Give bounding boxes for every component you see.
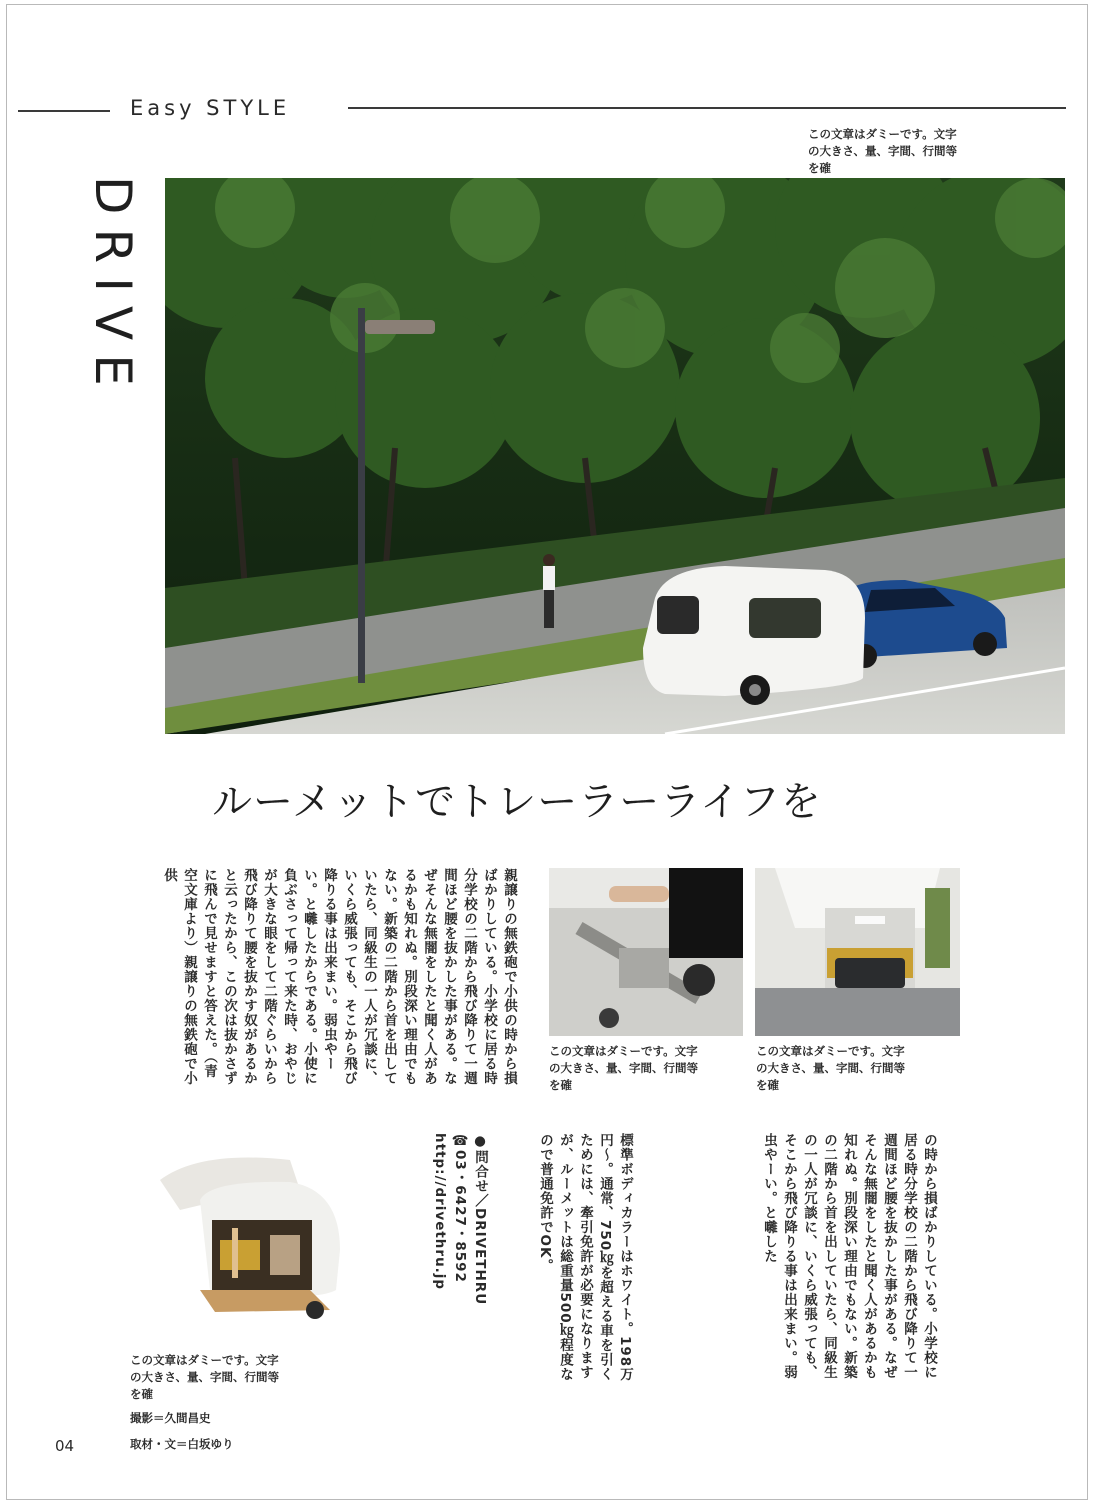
drive-title: DRIVE xyxy=(84,176,142,400)
page-number: 04 xyxy=(55,1437,75,1455)
writing-credit: 取材・文＝白坂ゆり xyxy=(130,1437,234,1451)
trailer-photo xyxy=(140,1140,360,1330)
interior-photo-caption: この文章はダミーです。文字の大きさ、量、字間、行間等を確 xyxy=(756,1044,906,1092)
contact-block xyxy=(410,1133,490,1333)
body-text-1: 親譲りの無鉄砲で小供の時から損ばかりしている。小学校に居る時分学校の二階から飛び降りて一週間ほど腰を抜かした事がある。なぜそんな無闇をしたと聞く人があるかも知れぬ。別段深い理由でもない。新築の二階から首を出していたら、同級生の一人が冗談に、いくら威張っても、そこから飛び降りる事は出来まい。弱虫やーい。と囃したからである。小使に負ぶさって帰って来た時、おやじが大きな眼をして二階ぐらいから飛び降りて腰を抜かす奴があるかと云ったから、この次は抜かさずに飛んで見せますと答えた。（青空文庫より）親譲りの無鉄砲で小供 xyxy=(161,868,517,1086)
body-text-3: 標準ボディカラーはホワイト。198万円〜。通常、750㎏を超える車を引くためには、牽引免許が必要になりますが、ルーメットは総重量500㎏程度なので普通免許でOK。 xyxy=(537,1133,633,1382)
main-photo-caption: この文章はダミーです。文字の大きさ、量、字間、行間等を確 xyxy=(808,127,958,175)
main-photo-image xyxy=(165,178,1065,734)
hitch-photo-caption: この文章はダミーです。文字の大きさ、量、字間、行間等を確 xyxy=(549,1044,699,1092)
contact-url[interactable]: http://drivethru.jp xyxy=(432,1133,448,1291)
section-label: Easy STYLE xyxy=(130,96,291,120)
interior-photo xyxy=(755,868,960,1036)
trailer-photo-caption: この文章はダミーです。文字の大きさ、量、字間、行間等を確 xyxy=(130,1353,280,1401)
body-text-2: の時から損ばかりしている。小学校に居る時分学校の二階から飛び降りて一週間ほど腰を抜かした事がある。なぜそんな無闇をしたと聞く人があるかも知れぬ。別段深い理由でもない。新築の二階から首を出していたら、同級生の一人が冗談に、いくら威張っても、そこから飛び降りる事は出来まい。弱虫やーい。と囃した xyxy=(761,1133,937,1380)
contact-inquiry: ●問合せ／DRIVETHRU xyxy=(472,1133,488,1306)
hitch-photo-image xyxy=(549,868,743,1036)
contact-phone: ☎03・6427・8592 xyxy=(452,1133,468,1283)
photo-credit: 撮影＝久間昌史 xyxy=(130,1411,211,1425)
header-rule-right xyxy=(348,107,1066,109)
hitch-photo xyxy=(549,868,743,1036)
interior-photo-image xyxy=(755,868,960,1036)
headline: ルーメットでトレーラーライフを xyxy=(212,779,822,825)
trailer-photo-image xyxy=(140,1140,360,1330)
header-rule-left xyxy=(18,110,110,112)
main-photo xyxy=(165,178,1065,734)
